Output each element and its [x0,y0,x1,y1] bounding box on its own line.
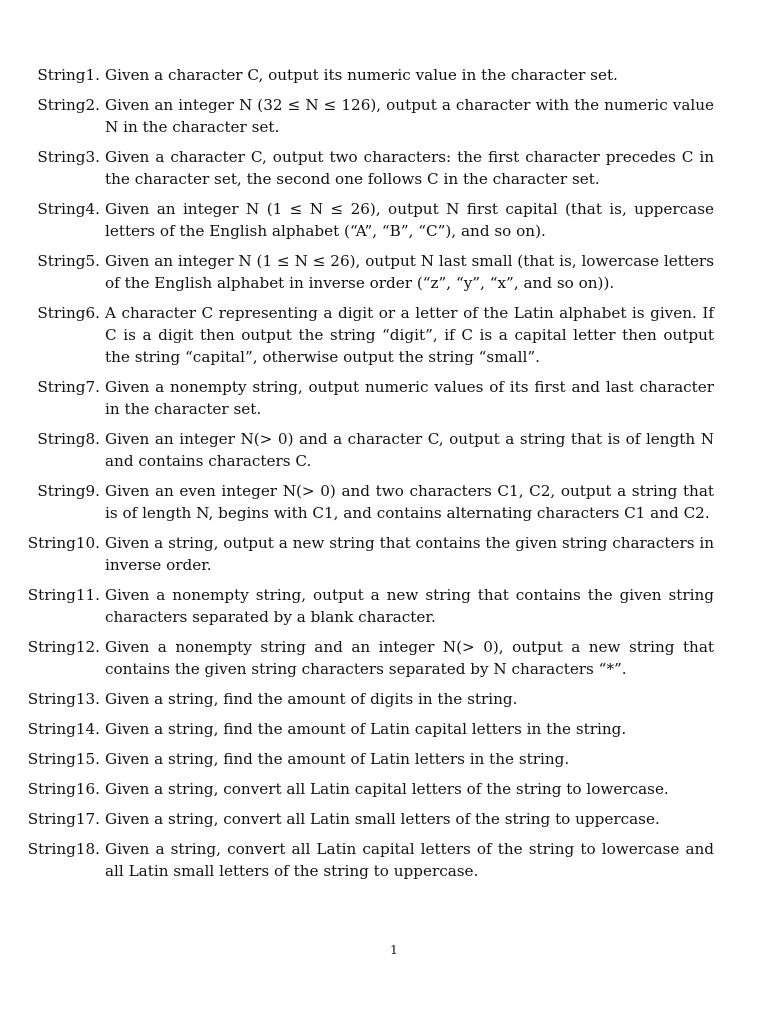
problem-item [0,748,768,770]
problem-label: String2. [37,96,100,114]
problem-item [0,584,768,628]
problem-label: String4. [37,200,100,218]
problem-label: String1. [37,66,100,84]
problem-label: String6. [37,304,100,322]
problem-label: String9. [37,482,100,500]
problem-item [0,376,768,420]
problem-item [0,718,768,740]
problem-text: Given a character C, output two characters: the first character precedes C in the character set, the second one follows C in the character set. [105,148,714,188]
problem-text: Given a character C, output its numeric value in the character set. [105,66,618,84]
problem-text: Given a string, convert all Latin capital letters of the string to lowercase and all Latin small letters of the string to uppercase. [105,840,714,880]
problem-text: Given a nonempty string, output numeric values of its first and last character in the character set. [105,378,714,418]
problem-text: Given an integer N(> 0) and a character C, output a string that is of length N and contains characters C. [105,430,714,470]
problem-text: Given a string, output a new string that contains the given string characters in inverse order. [105,534,714,574]
problem-item [0,480,768,524]
problem-item [0,838,768,882]
problem-label: String12. [27,638,100,656]
problem-item [0,250,768,294]
problem-text: Given a string, find the amount of Latin letters in the string. [105,750,570,768]
problem-label: String11. [27,586,100,604]
problem-text: A character C representing a digit or a letter of the Latin alphabet is given. If C is a digit then output the string “digit”, if C is a capital letter then output the string “capital”, otherwise output the string “small”. [105,304,714,366]
page-number: 1 [390,943,398,957]
problem-label: String18. [27,840,100,858]
problem-label: String17. [27,810,100,828]
problem-item [0,302,768,368]
problem-text: Given an even integer N(> 0) and two characters C1, C2, output a string that is of length N, begins with C1, and contains alternating characters C1 and C2. [105,482,714,522]
problem-item [0,778,768,800]
problem-label: String13. [27,690,100,708]
problem-list [0,64,768,890]
problem-text: Given an integer N (1 ≤ N ≤ 26), output N first capital (that is, uppercase letters of the English alphabet (“A”, “B”, “C”), and so on). [105,200,714,240]
problem-label: String7. [37,378,100,396]
problem-label: String14. [27,720,100,738]
problem-text: Given a string, convert all Latin small letters of the string to uppercase. [105,810,660,828]
problem-item [0,94,768,138]
problem-label: String8. [37,430,100,448]
problem-text: Given a string, find the amount of Latin capital letters in the string. [105,720,627,738]
problem-label: String3. [37,148,100,166]
problem-text: Given a string, find the amount of digits in the string. [105,690,518,708]
problem-item [0,808,768,830]
problem-text: Given an integer N (32 ≤ N ≤ 126), output a character with the numeric value N in the character set. [105,96,714,136]
problem-item [0,532,768,576]
problem-label: String5. [37,252,100,270]
problem-label: String10. [27,534,100,552]
problem-item [0,198,768,242]
problem-item [0,64,768,86]
problem-item [0,428,768,472]
problem-text: Given a string, convert all Latin capital letters of the string to lowercase. [105,780,669,798]
problem-item [0,146,768,190]
problem-text: Given a nonempty string and an integer N(> 0), output a new string that contains the given string characters separated by N characters “*”. [105,638,714,678]
problem-label: String15. [27,750,100,768]
problem-text: Given a nonempty string, output a new string that contains the given string characters separated by a blank character. [105,586,714,626]
problem-item [0,688,768,710]
problem-label: String16. [27,780,100,798]
problem-text: Given an integer N (1 ≤ N ≤ 26), output N last small (that is, lowercase letters of the English alphabet in inverse order (“z”, “y”, “x”, and so on)). [105,252,714,292]
problem-item [0,636,768,680]
